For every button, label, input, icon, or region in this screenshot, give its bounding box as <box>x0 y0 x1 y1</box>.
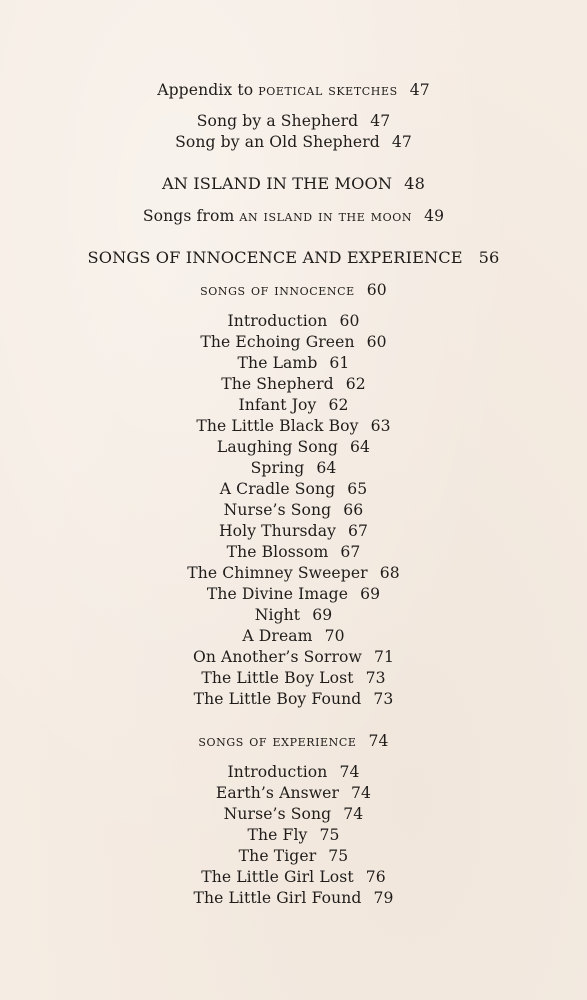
toc-entry-divine-image <box>0 584 587 604</box>
toc-entry-cradle-song <box>0 479 587 499</box>
toc-entry-page-number: 64 <box>350 438 371 456</box>
toc-entry-page-number: 76 <box>365 868 386 886</box>
toc-entry-earths-answer <box>0 783 587 803</box>
toc-entry-page-number: 61 <box>329 354 350 372</box>
toc-entry-introduction-2 <box>0 762 587 782</box>
toc-entry-little-black-boy <box>0 416 587 436</box>
toc-entry-prefix: Songs from <box>142 207 235 225</box>
toc-entry-smallcaps-title: songs of innocence <box>200 281 355 299</box>
toc-entry-laughing-song <box>0 437 587 457</box>
toc-entry-page-number: 69 <box>312 606 333 624</box>
toc-entry-page-number: 69 <box>360 585 381 603</box>
toc-entry-page-number: 62 <box>328 396 349 414</box>
toc-entry-page-number: 47 <box>370 112 391 130</box>
toc-entry-title: The Divine Image <box>206 585 349 603</box>
toc-entry-title: Nurse’s Song <box>223 501 332 519</box>
toc-entry-lamb <box>0 353 587 373</box>
toc-entry-title: AN ISLAND IN THE MOON <box>162 174 393 193</box>
toc-entry-title: The Fly <box>247 826 308 844</box>
toc-entry-smallcaps-title: an island in the moon <box>239 207 413 225</box>
toc-entry-little-girl-found <box>0 888 587 908</box>
toc-entry-title: The Lamb <box>237 354 318 372</box>
toc-entry-page-number: 73 <box>365 669 386 687</box>
toc-entry-page-number: 75 <box>319 826 340 844</box>
toc-entry-smallcaps-title: songs of experience <box>198 732 357 750</box>
toc-entry-title: SONGS OF INNOCENCE AND EXPERIENCE <box>87 248 463 267</box>
toc-entry-chimney-sweeper <box>0 563 587 583</box>
toc-entry-title: A Dream <box>242 627 313 645</box>
toc-entry-page-number: 62 <box>345 375 366 393</box>
toc-entry-songs-experience <box>0 731 587 751</box>
toc-entry-title: The Little Black Boy <box>196 417 359 435</box>
toc-entry-title: The Little Girl Found <box>193 889 362 907</box>
toc-entry-page-number: 79 <box>373 889 394 907</box>
toc-entry-title: Night <box>254 606 301 624</box>
toc-entry-songs-island <box>0 206 587 226</box>
toc-entry-song-shepherd <box>0 111 587 131</box>
toc-entry-page-number: 47 <box>391 133 412 151</box>
toc-entry-page-number: 74 <box>351 784 372 802</box>
toc-entry-page-number: 49 <box>424 207 445 225</box>
toc-entry-nurses-song-2 <box>0 804 587 824</box>
toc-entry-title: Song by an Old Shepherd <box>175 133 380 151</box>
toc-entry-title: Introduction <box>227 312 328 330</box>
toc-entry-title: Infant Joy <box>238 396 317 414</box>
toc-entry-anothers-sorrow <box>0 647 587 667</box>
toc-entry-shepherd <box>0 374 587 394</box>
toc-entry-spring <box>0 458 587 478</box>
toc-entry-title: Introduction <box>227 763 328 781</box>
toc-entry-echoing-green <box>0 332 587 352</box>
toc-entry-page-number: 48 <box>404 174 425 193</box>
toc-entry-page-number: 60 <box>366 333 387 351</box>
toc-entry-songs-innocence-experience <box>0 248 587 268</box>
toc-entry-night <box>0 605 587 625</box>
toc-entry-dream <box>0 626 587 646</box>
toc-entry-title: The Little Girl Lost <box>201 868 354 886</box>
toc-entry-page-number: 64 <box>316 459 337 477</box>
toc-entry-appendix <box>0 80 587 100</box>
toc-entry-infant-joy <box>0 395 587 415</box>
toc-entry-title: Laughing Song <box>216 438 339 456</box>
toc-entry-title: Earth’s Answer <box>215 784 340 802</box>
toc-entry-page-number: 73 <box>373 690 394 708</box>
toc-entry-smallcaps-title: poetical sketches <box>258 81 398 99</box>
toc-entry-page-number: 74 <box>339 763 360 781</box>
toc-entry-page-number: 65 <box>347 480 368 498</box>
toc-entry-little-boy-lost <box>0 668 587 688</box>
toc-entry-title: The Little Boy Found <box>193 690 362 708</box>
toc-entry-title: The Blossom <box>226 543 329 561</box>
toc-entry-page-number: 74 <box>368 732 389 750</box>
toc-entry-title: Song by a Shepherd <box>196 112 359 130</box>
toc-entry-title: A Cradle Song <box>219 480 336 498</box>
toc-entry-song-old-shepherd <box>0 132 587 152</box>
toc-entry-title: The Chimney Sweeper <box>187 564 368 582</box>
toc-entry-page-number: 68 <box>379 564 400 582</box>
toc-entry-page-number: 67 <box>348 522 369 540</box>
toc-entry-page-number: 47 <box>409 81 430 99</box>
toc-entry-title: The Tiger <box>238 847 317 865</box>
toc-entry-page-number: 70 <box>324 627 345 645</box>
toc-entry-blossom <box>0 542 587 562</box>
toc-entry-nurses-song-1 <box>0 500 587 520</box>
toc-entry-tiger <box>0 846 587 866</box>
toc-entry-title: Spring <box>250 459 305 477</box>
toc-entry-page-number: 60 <box>339 312 360 330</box>
toc-entry-page-number: 63 <box>370 417 391 435</box>
toc-entry-page-number: 67 <box>340 543 361 561</box>
toc-entry-title: On Another’s Sorrow <box>192 648 362 666</box>
toc-entry-page-number: 74 <box>343 805 364 823</box>
toc-entry-title: Holy Thursday <box>218 522 337 540</box>
toc-entry-page-number: 66 <box>343 501 364 519</box>
toc-entry-title: The Little Boy Lost <box>201 669 354 687</box>
toc-entry-page-number: 56 <box>478 248 500 267</box>
toc-entry-songs-innocence <box>0 280 587 300</box>
toc-entry-little-boy-found <box>0 689 587 709</box>
toc-entry-page-number: 60 <box>366 281 387 299</box>
toc-entry-title: The Echoing Green <box>200 333 355 351</box>
toc-entry-title: The Shepherd <box>221 375 334 393</box>
toc-entry-page-number: 75 <box>328 847 349 865</box>
toc-entry-fly <box>0 825 587 845</box>
toc-entry-little-girl-lost <box>0 867 587 887</box>
toc-entry-holy-thursday <box>0 521 587 541</box>
toc-entry-page-number: 71 <box>373 648 395 666</box>
toc-entry-prefix: Appendix to <box>157 81 254 99</box>
toc-entry-island-moon <box>0 174 587 194</box>
toc-entry-title: Nurse’s Song <box>223 805 332 823</box>
toc-entry-introduction-1 <box>0 311 587 331</box>
